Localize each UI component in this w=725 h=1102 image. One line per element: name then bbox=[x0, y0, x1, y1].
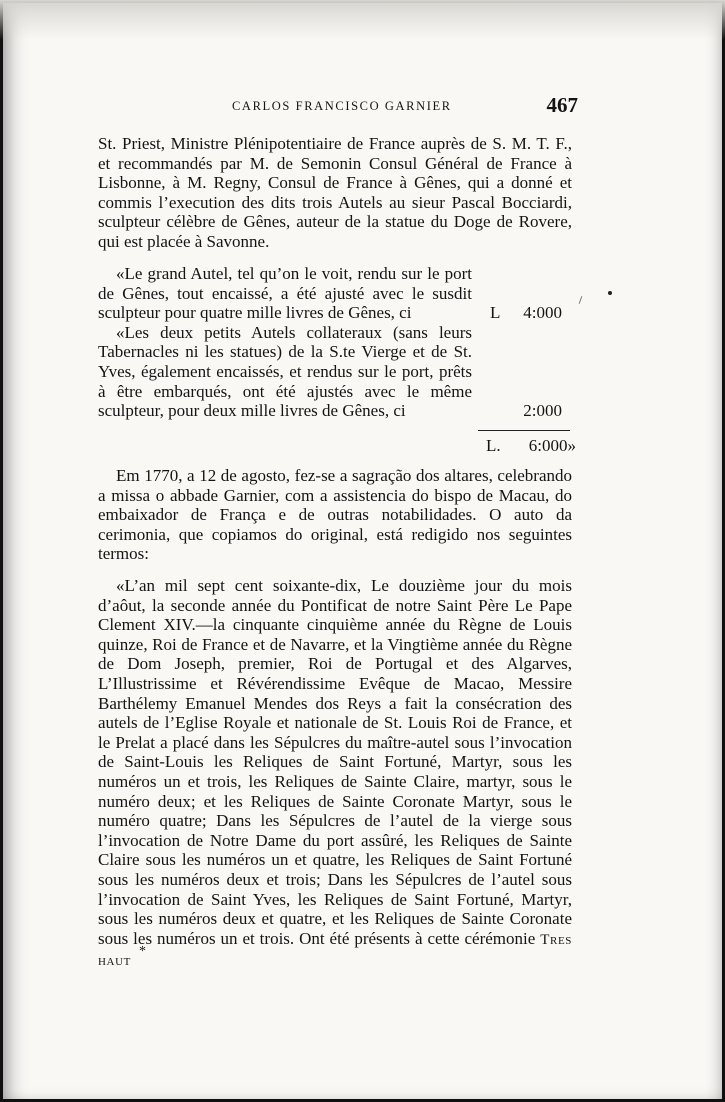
ledger-total bbox=[478, 436, 576, 456]
ink-tick bbox=[579, 296, 583, 304]
ledger-amount: 2:000 bbox=[523, 401, 562, 421]
paragraph-continuation: St. Priest, Ministre Plénipotentiaire de France auprès de S. M. T. F., et recommandés par M. de Semonin Consul Général de France à Lisbonne, à M. Regny, Consul de France à Gênes, qui a donné et commis l’execution des dits trois Autels au sieur Pascal Bocciardi, sculpteur célèbre de Gênes, auteur de la statue du Doge de Rovere, qui est placée à Savonne. bbox=[98, 134, 572, 251]
paragraph-consecration: Em 1770, a 12 de agosto, fez-se a sagração dos altares, celebrando a missa o abbade Garnier, com a assistencia do bispo de Macau, do embaixador de França e de outras notabilidades. O auto da cerimonia, que copiamos do original, está redigido nos seguintes termos: bbox=[98, 466, 572, 564]
ledger-total-rule bbox=[478, 430, 570, 431]
ledger-entry-grand-autel bbox=[98, 264, 572, 323]
page-header bbox=[120, 93, 580, 119]
paragraph-proces-verbal bbox=[98, 576, 572, 972]
ledger-entry-petits-autels bbox=[98, 323, 572, 421]
ink-speck bbox=[608, 291, 612, 295]
signature-mark: * bbox=[139, 944, 146, 959]
running-title: CARLOS FRANCISCO GARNIER bbox=[232, 99, 452, 113]
ledger-entry-text: «Le grand Autel, tel qu’on le voit, rendu sur le port de Gênes, tout encaissé, a été ajusté avec le susdit sculpteur pour quatre mille livres de Gênes, ci bbox=[98, 264, 472, 323]
proces-verbal-smallcaps: Tres haut bbox=[98, 931, 572, 970]
ledger-currency-letter: L bbox=[490, 303, 501, 323]
altar-cost-ledger bbox=[98, 264, 576, 455]
scan-shadow bbox=[0, 0, 725, 40]
ledger-total-amount: 6:000» bbox=[528, 436, 576, 455]
ledger-amount: 4:000 bbox=[523, 303, 562, 323]
page-number: 467 bbox=[546, 93, 578, 117]
proces-verbal-text: «L’an mil sept cent soixante-dix, Le douzième jour du mois d’aôut, la seconde année du Pontificat de notre Saint Père Le Pape Clement XIV.—la cinquante cinquième année du Règne de Louis quinze, Roi de France et de Navarre, et la Vingtième année du Règne de Dom Joseph, premier, Roi de Portugal et des Algarves, L’Illustrissime et Révérendissime Evêque de Macao, Messire Barthélemy Emanuel Mendes dos Reys a fait la consécration des autels de l’Eglise Royale et nationale de St. Louis Roi de France, et le Prelat a placé dans les Sépulcres du maître-autel sous l’invocation de Saint-Louis les Reliques de Saint Fortuné, Martyr, sous les numéros un et trois, les Reliques de Sainte Claire, martyr, sous le numéro deux; et les Reliques de Sainte Coronate Martyr, sous le numéro quatre; Dans les Sépulcres de l’autel de la vierge sous l’invocation de Notre Dame du port assûré, les Reliques de Sainte Claire sous les numéros un et quatre, les Reliques de Saint Fortuné sous les numéros deux et trois; Dans les Sépulcres de l’autel sous l’invocation de Saint Yves, les Reliques de Saint Fortuné, Martyr, sous les numéros deux et quatre, et les Reliques de Sainte Coronate sous les numéros un et trois. Ont été présents à cette cérémonie bbox=[98, 576, 572, 948]
ledger-total-letter: L. bbox=[486, 436, 501, 455]
ledger-entry-text: «Les deux petits Autels collateraux (sans leurs Tabernacles ni les statues) de la S.te Vierge et de St. Yves, également encaissés, et rendus sur le port, prêts à être embarqués, ont été ajustés avec le même sculpteur, pour deux mille livres de Gênes, ci bbox=[98, 322, 472, 421]
